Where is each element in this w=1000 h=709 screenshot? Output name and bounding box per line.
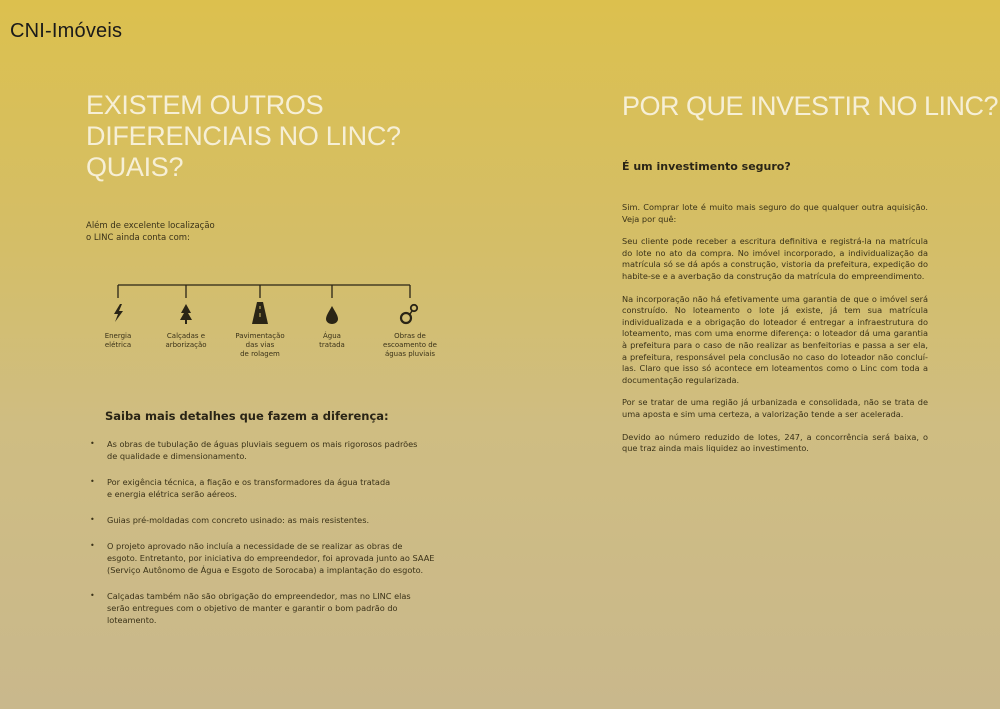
paragraph: Seu cliente pode receber a escritura definitiva e registrá-la na matrícula do lote no ato da compra. No imóvel incorporado, a individualização da matrícula só se dá após a construção, vistoria da prefeitura, expedição do habite-se e a averbação da construção da matrícula do empreendimento.: [622, 236, 928, 281]
right-page-title: POR QUE INVESTIR NO LINC?: [622, 91, 999, 121]
left-title-line: QUAIS?: [86, 152, 184, 182]
details-heading: Saiba mais detalhes que fazem a diferença:: [105, 409, 389, 423]
feature-label-line: águas pluviais: [384, 350, 436, 358]
right-subtitle: É um investimento seguro?: [622, 160, 791, 173]
list-item-line: • O projeto aprovado não incluía a necessidade de se realizar as obras de: [107, 541, 403, 551]
feature-label-line: de rolagem: [240, 350, 280, 358]
feature-label-line: escoamento de: [383, 341, 437, 349]
features-connector-lines: [80, 282, 450, 332]
list-item-line: esgoto. Entretanto, por iniciativa do empreendedor, foi aprovada junto ao SAAE: [107, 553, 435, 563]
paragraph: Sim. Comprar lote é muito mais seguro do que qualquer outra aquisição. Veja por quê:: [622, 202, 928, 224]
list-item: [90, 590, 460, 626]
paragraph: Por se tratar de uma região já urbanizada e consolidada, não se trata de uma aposta e sim uma certeza, a valorização tende a ser acelerada.: [622, 397, 928, 419]
brand-logo-text: CNI-Imóveis: [10, 20, 123, 42]
list-item: [90, 514, 460, 526]
right-body-text: [622, 202, 928, 466]
feature-label-line: elétrica: [104, 341, 132, 349]
feature-label-line: Água: [323, 332, 341, 340]
feature-label-obras: [370, 332, 450, 359]
left-page-title: [86, 90, 426, 183]
list-item-line: e energia elétrica serão aéreos.: [107, 489, 237, 499]
paragraph: Na incorporação não há efetivamente uma garantia de que o imóvel será construído. No loteamento o lote já existe, já tem sua matrícula individualizada e a obrigação do loteador é entregar a infraestrutura do loteamento, mas com uma enorme diferença: o loteador dá uma garantia à prefeitura para o caso de não realizar as benfeitorias e passa a ser ela, a prefeitura, responsável pela conclusão no caso do loteador não concluí-las. Claro que isso só acontece em loteamentos como o Linc com toda a documentação regularizada.: [622, 293, 928, 385]
list-item: [90, 540, 460, 576]
road-icon: [252, 302, 268, 324]
left-title-line: EXISTEM OUTROS: [86, 90, 324, 120]
feature-label-calcadas: [146, 332, 226, 350]
list-item: [90, 438, 460, 462]
feature-label-pavimentacao: [220, 332, 300, 359]
feature-label-line: Obras de: [394, 332, 426, 340]
list-item-line: • Calçadas também não são obrigação do empreendedor, mas no LINC elas: [107, 591, 411, 601]
lightning-icon: [114, 304, 123, 322]
feature-label-line: Pavimentação: [235, 332, 285, 340]
feature-label-line: Energia: [104, 332, 132, 340]
paragraph: Devido ao número reduzido de lotes, 247, a concorrência será baixa, o que traz ainda mais liquidez ao investimento.: [622, 431, 928, 454]
list-item-line: • Guias pré-moldadas com concreto usinado: as mais resistentes.: [107, 515, 370, 525]
left-title-line: DIFERENCIAIS NO LINC?: [86, 121, 401, 151]
intro-line: Além de excelente localização: [86, 221, 215, 231]
list-item-line: loteamento.: [107, 615, 157, 625]
list-item-line: • Por exigência técnica, a fiação e os transformadores da água tratada: [107, 477, 391, 487]
intro-line: o LINC ainda conta com:: [86, 233, 190, 243]
list-item-line: (Serviço Autônomo de Água e Esgoto de Sorocaba) a implantação do esgoto.: [107, 565, 424, 575]
feature-label-agua: [292, 332, 372, 350]
list-item-line: de qualidade e dimensionamento.: [107, 451, 247, 461]
features-diagram: [80, 282, 450, 372]
feature-label-line: arborização: [165, 341, 207, 349]
feature-label-line: Calçadas e: [166, 332, 206, 340]
drain-gear-icon: [401, 305, 417, 323]
intro-text: [86, 220, 286, 244]
feature-label-line: das vias: [245, 341, 275, 349]
water-drop-icon: [326, 306, 338, 324]
list-item-line: • As obras de tubulação de águas pluviais seguem os mais rigorosos padrões: [107, 439, 418, 449]
list-item-line: serão entregues com o objetivo de manter e garantir o bom padrão do: [107, 603, 398, 613]
tree-icon: [180, 304, 192, 324]
list-item: [90, 476, 460, 500]
feature-label-line: tratada: [319, 341, 345, 349]
details-list: [90, 438, 460, 626]
